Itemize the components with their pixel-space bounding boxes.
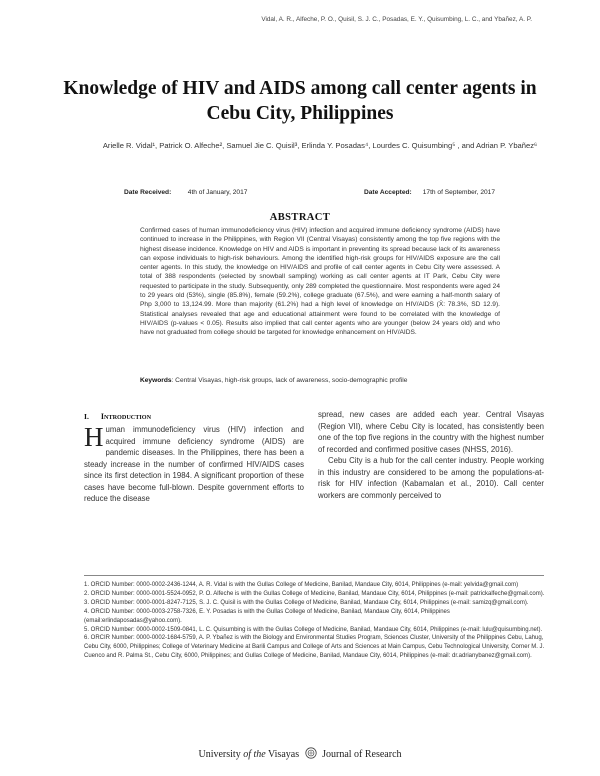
footnote-item: 2. ORCID Number: 0000-0001-5524-0952, P. O. Alfeche is with the Gullas College of Medicine, Banilad, Mandaue City, 6014, Philippines (e-mail: patrickalfeche@gmail.com). <box>84 590 545 597</box>
intro-right-paragraph-2: Cebu City is a hub for the call center industry. People working in this industry are considered to be among the populations-at-risk for HIV infection (Kabamalan et al., 2010). Call center workers are commonly perceived to <box>318 456 544 500</box>
footer-visayas: Visayas <box>268 749 300 760</box>
date-accepted-label: Date Accepted: <box>364 189 412 196</box>
abstract-text: Confirmed cases of human immunodeficiency virus (HIV) infection and acquired immune deficiency syndrome (AIDS) have continued to increase in the Philippines, with Region VII (Central Visayas) consistently among the top five regions with the highest disease incidence. Knowledge on HIV and AIDS is important in preventing its spread because lack of its awareness can expose individuals to high-risk behaviours. Among the identified high-risk groups for HIV/AIDS exposure are the call center agents. In this study, the knowledge on HIV/AIDS and profile of call center agents in Cebu City were assessed. A total of 388 respondents (selected by snowball sampling) working as call center agents at IT Park, Cebu City were requested to participate in the study. Subsequently, only 289 completed the questionnaire. Most respondents were aged 24 to 29 years old (53%), single (85.8%), female (59.2%), college graduate (67.5%), and were earning a half-month salary of Php 3,000 to 13,124.99. More than majority (61.2%) had a high level of knowledge on HIV/AIDS (X̄: 78.3%, SD 12.9). Statistical analyses revealed that age and educational attainment were found to be correlated with the knowledge of HIV/AIDS (p-values < 0.05). Results also implied that call center agents who are younger (below 24 years old) and who have not graduated from college should be targeted for knowledge enhancement on HIV/AIDS. <box>140 227 500 337</box>
intro-left-column <box>84 424 304 505</box>
footnote-item: 4. ORCID Number: 0000-0003-2758-7326, E. Y. Posadas is with the Gullas College of Medicine, Banilad, Mandaue City, 6014, Philippines (email:erlindaposadas@yahoo.com). <box>84 608 450 624</box>
university-seal-icon <box>305 747 317 759</box>
footnote-item: 1. ORCID Number: 0000-0002-2436-1244, A. R. Vidal is with the Gullas College of Medicine, Banilad, Mandaue City, 6014, Philippines (e-mail: yelvida@gmail.com) <box>84 582 519 588</box>
section-title-rest: NTRODUCTION <box>103 414 152 421</box>
footnote-item: 5. ORCID Number: 0000-0002-1509-0841, L. C. Quisumbing is with the Gullas College of Medicine, Banilad, Mandaue City, 6014, Philippines (e-mail: lulu@quisumbing.net). <box>84 626 543 633</box>
intro-right-column <box>318 409 544 501</box>
section-heading-introduction <box>84 412 151 421</box>
footnote-item: 6. ORCIR Number: 0000-0002-1684-5759, A. P. Ybañez is with the Biology and Environmental Studies Program, Sciences Cluster, University of the Philippines Cebu, Lahug, Cebu City, 6000, Philippines; College of Veterinary Medicine at Barili Campus and College of Arts and Sciences at Main Campus, Cebu Technological University, Corner M. J. Cuenco and R. Palma St., Cebu City, 6000, Philippines; and Gullas College of Medicine, Banilad, Mandaue City, 6014, Philippines (e-mail: dr.adrianybanez@gmail.com). <box>84 635 545 660</box>
abstract-heading: ABSTRACT <box>269 212 331 223</box>
footer-university: University <box>198 749 241 760</box>
footnote-divider <box>84 575 544 576</box>
date-accepted <box>364 189 495 196</box>
keywords-label: Keywords <box>140 377 172 384</box>
intro-right-paragraph-1: spread, new cases are added each year. Central Visayas (Region VII), where Cebu City is located, has consistently been one of the top five regions in the country with the highest number of recorded and confirmed positive cases (NHSS, 2016). <box>318 410 544 454</box>
footnote-list <box>84 581 546 661</box>
keywords-text: : Central Visayas, high-risk groups, lack of awareness, socio-demographic profile <box>171 377 408 384</box>
journal-footer <box>0 747 600 760</box>
date-received <box>124 189 247 196</box>
section-number: I. <box>84 412 89 421</box>
keywords <box>140 377 520 384</box>
author-list: Arielle R. Vidal¹, Patrick O. Alfeche², Samuel Jie C. Quisil³, Erlinda Y. Posadas⁴, Lourdes C. Quisumbing⁵ , and Adrian P. Ybañez⁶ <box>102 141 538 150</box>
date-received-label: Date Received: <box>124 189 172 196</box>
intro-left-text: uman immunodeficiency virus (HIV) infection and acquired immune deficiency syndrome (AIDS) are pandemic diseases. In the Philippines, there has been a steady increase in the number of confirmed HIV/AIDS cases since its first detection in 1984. A significant proportion of these cases have become full-blown. Despite government efforts to reduce the disease <box>84 425 304 503</box>
drop-cap: H <box>84 422 104 452</box>
date-accepted-value: 17th of September, 2017 <box>422 189 495 196</box>
date-received-value: 4th of January, 2017 <box>187 189 248 196</box>
footer-journal-name: Journal of Research <box>322 749 402 760</box>
section-title-initial: I <box>100 412 104 421</box>
footer-of-the: of the <box>243 749 266 760</box>
paper-title: Knowledge of HIV and AIDS among call center agents in Cebu City, Philippines <box>63 78 537 124</box>
footnote-item: 3. ORCID Number: 0000-0001-8247-7125, S. J. C. Quisil is with the Gullas College of Medicine, Banilad, Mandaue City, 6014, Philippines (e-mail: samizq@gmail.com). <box>84 599 529 606</box>
running-head: Vidal, A. R., Alfeche, P. O., Quisil, S. J. C., Posadas, E. Y., Quisumbing, L. C., and Ybañez, A. P. <box>261 16 532 23</box>
